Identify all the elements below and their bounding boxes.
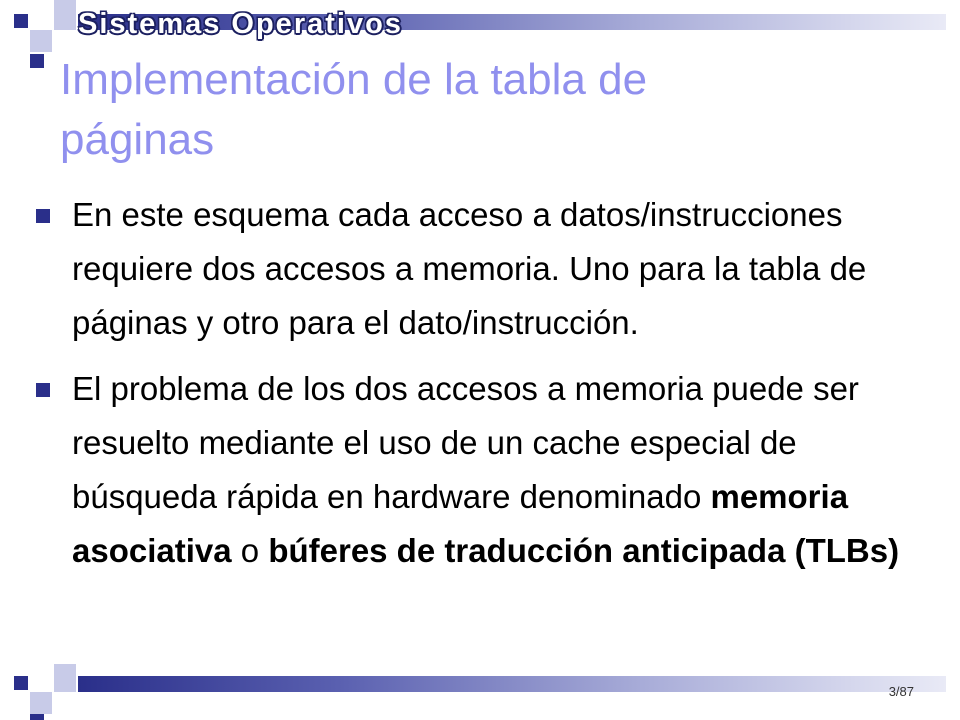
square-bullet-icon: [36, 209, 50, 223]
decor-square: [30, 714, 44, 720]
square-bullet-icon: [36, 383, 50, 397]
bullet-item: [36, 188, 936, 350]
slide-body: [36, 188, 936, 578]
decor-square: [14, 14, 28, 28]
decor-square: [30, 692, 52, 714]
bullet-text: El problema de los dos accesos a memoria puede ser resuelto mediante el uso de un cache especial de búsqueda rápida en hardware denominado: [72, 370, 859, 515]
slide-title-line1: Implementación de la tabla de: [60, 55, 648, 104]
footer-gradient-bar: [78, 676, 946, 692]
course-title-banner: Sistemas Operativos: [78, 8, 403, 40]
decor-square: [54, 0, 76, 30]
decor-square: [30, 54, 44, 68]
decor-square: [14, 676, 28, 690]
decor-square: [54, 664, 76, 692]
bullet-item: [36, 362, 936, 578]
bullet-connector: o: [231, 532, 269, 569]
decor-square: [30, 30, 52, 52]
slide-title: [60, 50, 920, 170]
page-number: 3/87: [888, 684, 914, 699]
bold-term-associative-memory: memoria asociativa: [72, 478, 849, 569]
bullet-text: En este esquema cada acceso a datos/instrucciones requiere dos accesos a memoria. Uno para la tabla de páginas y otro para el dato/instrucción.: [72, 196, 867, 341]
slide-title-line2: páginas: [60, 115, 215, 164]
bold-term-tlb: búferes de traducción anticipada (TLBs): [268, 532, 900, 569]
